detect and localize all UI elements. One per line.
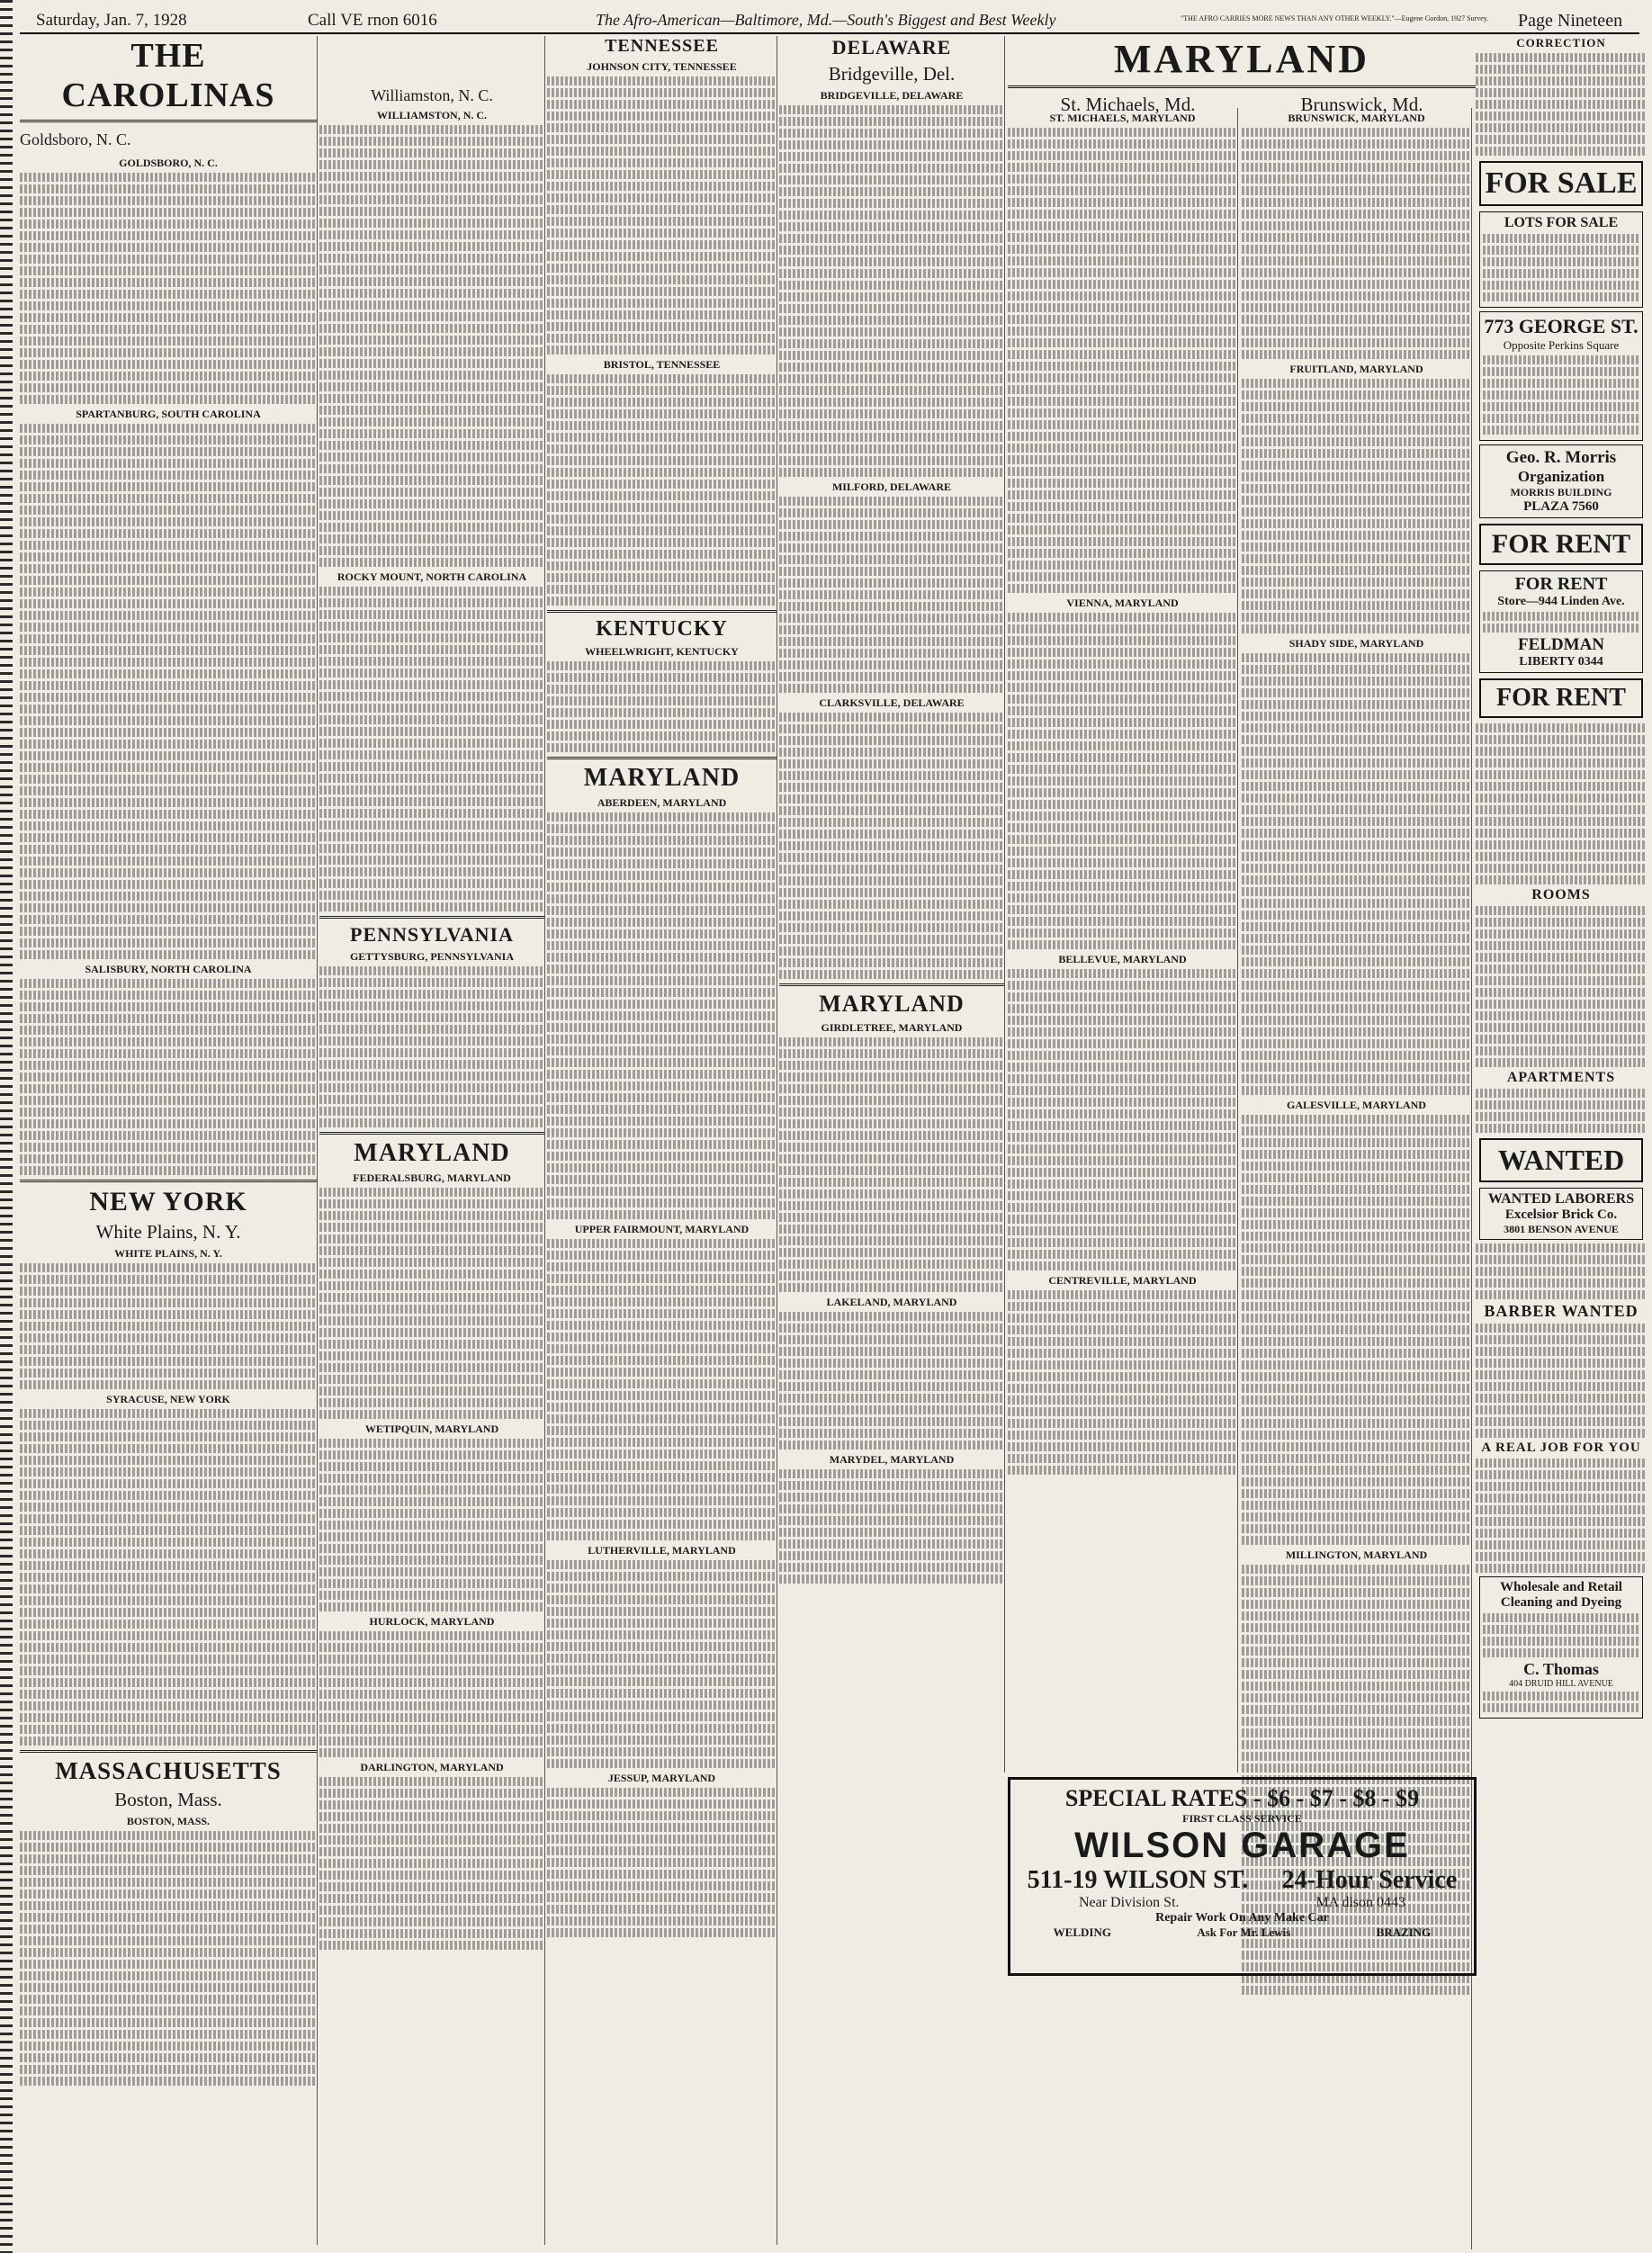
lots-title: LOTS FOR SALE bbox=[1504, 215, 1619, 230]
place-title: Goldsboro, N. C. bbox=[20, 130, 131, 148]
dateline: WETIPQUIN, MARYLAND bbox=[364, 1423, 499, 1435]
store-rent-title: FOR RENT bbox=[1514, 574, 1608, 594]
brick-address: 3801 BENSON AVENUE bbox=[1504, 1223, 1619, 1235]
issue-date: Saturday, Jan. 7, 1928 bbox=[36, 11, 187, 30]
brick-company: Excelsior Brick Co. bbox=[1504, 1207, 1618, 1222]
george-st-title: 773 GEORGE ST. bbox=[1484, 315, 1639, 337]
dateline: ABERDEEN, MARYLAND bbox=[597, 796, 727, 809]
garage-near: Near Division St. bbox=[1078, 1895, 1180, 1910]
section-title: THE CAROLINAS bbox=[61, 37, 275, 114]
garage-repair: Repair Work On Any Make Car bbox=[1155, 1911, 1329, 1925]
morris-name: Geo. R. Morris bbox=[1505, 448, 1617, 467]
dateline: BRIDGEVILLE, DELAWARE bbox=[820, 89, 964, 102]
rooms-title: ROOMS bbox=[1531, 887, 1591, 902]
apartments-title: APARTMENTS bbox=[1506, 1070, 1616, 1085]
section-title: NEW YORK bbox=[89, 1187, 247, 1216]
dateline: UPPER FAIRMOUNT, MARYLAND bbox=[574, 1223, 750, 1235]
section-title: MARYLAND bbox=[1008, 36, 1476, 88]
masthead bbox=[20, 9, 1639, 34]
garage-service: FIRST CLASS SERVICE bbox=[1182, 1812, 1302, 1825]
garage-rates: SPECIAL RATES - $6 - $7 - $8 - $9 bbox=[1064, 1785, 1420, 1811]
garage-brazing: BRAZING bbox=[1376, 1925, 1432, 1939]
place-title: Bridgeville, Del. bbox=[828, 63, 956, 85]
feldman-name: FELDMAN bbox=[1517, 635, 1605, 654]
dateline: GIRDLETREE, MARYLAND bbox=[821, 1021, 963, 1034]
barber-title: BARBER WANTED bbox=[1484, 1302, 1639, 1320]
correction-title: CORRECTION bbox=[1516, 36, 1606, 49]
real-job-title: A REAL JOB FOR YOU bbox=[1481, 1441, 1641, 1455]
section-title: DELAWARE bbox=[831, 36, 952, 58]
section-title: KENTUCKY bbox=[596, 617, 728, 641]
dateline: FEDERALSBURG, MARYLAND bbox=[353, 1171, 511, 1184]
section-title: MARYLAND bbox=[583, 764, 741, 792]
morris-org: Organization bbox=[1517, 468, 1605, 485]
dateline: SHADY SIDE, MARYLAND bbox=[1288, 637, 1424, 650]
dateline: MILLINGTON, MARYLAND bbox=[1285, 1548, 1428, 1561]
dateline: LUTHERVILLE, MARYLAND bbox=[588, 1544, 736, 1557]
dateline: WHITE PLAINS, N. Y. bbox=[114, 1247, 222, 1260]
dateline: ST. MICHAELS, MARYLAND bbox=[1049, 112, 1196, 124]
feldman-phone: LIBERTY 0344 bbox=[1519, 655, 1603, 669]
dateline: BRISTOL, TENNESSEE bbox=[603, 358, 721, 371]
wholesale-title: Wholesale and Retail Cleaning and Dyeing bbox=[1500, 1580, 1622, 1610]
place-title: Brunswick, Md. bbox=[1300, 94, 1423, 115]
laborers-title: WANTED LABORERS bbox=[1487, 1191, 1635, 1207]
section-title: PENNSYLVANIA bbox=[350, 923, 514, 946]
dateline: DARLINGTON, MARYLAND bbox=[360, 1761, 504, 1773]
column-carolinas bbox=[20, 36, 318, 2245]
garage-welding: WELDING bbox=[1053, 1925, 1111, 1939]
dateline: SALISBURY, NORTH CAROLINA bbox=[85, 963, 252, 975]
subsection-row bbox=[20, 127, 317, 153]
section-title: TENNESSEE bbox=[605, 36, 719, 56]
dateline: WHEELWRIGHT, KENTUCKY bbox=[585, 645, 739, 658]
wilson-garage-ad bbox=[1008, 1777, 1477, 1976]
place-title: Williamston, N. C. bbox=[371, 86, 493, 104]
dateline: LAKELAND, MARYLAND bbox=[826, 1296, 957, 1308]
garage-hours: 24-Hour Service bbox=[1281, 1866, 1458, 1894]
dateline: CLARKSVILLE, DELAWARE bbox=[819, 696, 965, 709]
thomas-address: 404 DRUID HILL AVENUE bbox=[1509, 1679, 1613, 1689]
dateline: FRUITLAND, MARYLAND bbox=[1289, 363, 1423, 375]
column-tennessee bbox=[547, 36, 777, 2245]
column-williamston bbox=[319, 36, 545, 2245]
maryland-banner bbox=[1008, 36, 1476, 116]
place-title: St. Michaels, Md. bbox=[1060, 94, 1196, 115]
morris-plaza: PLAZA 7560 bbox=[1523, 499, 1599, 514]
dateline: JESSUP, MARYLAND bbox=[607, 1772, 716, 1784]
column-st-michaels bbox=[1008, 108, 1238, 1773]
garage-name: WILSON GARAGE bbox=[1074, 1826, 1410, 1865]
dateline: WILLIAMSTON, N. C. bbox=[376, 109, 488, 121]
dateline: SPARTANBURG, SOUTH CAROLINA bbox=[76, 408, 261, 420]
place-title: White Plains, N. Y. bbox=[95, 1221, 241, 1243]
garage-address: 511-19 WILSON ST. bbox=[1027, 1866, 1249, 1894]
garage-ask: Ask For Mr. Lewis bbox=[1197, 1925, 1291, 1939]
for-rent-banner: FOR RENT bbox=[1479, 524, 1643, 565]
section-title: MASSACHUSETTS bbox=[55, 1757, 282, 1784]
dateline: CENTREVILLE, MARYLAND bbox=[1048, 1274, 1197, 1287]
dateline: BELLEVUE, MARYLAND bbox=[1058, 953, 1187, 965]
dateline: SYRACUSE, NEW YORK bbox=[106, 1393, 230, 1405]
masthead-quote: "THE AFRO CARRIES MORE NEWS THAN ANY OTHER WEEKLY."—Eugene Gordon, 1927 Survey. bbox=[1181, 14, 1489, 22]
wanted-banner: WANTED bbox=[1479, 1138, 1643, 1182]
phone-number: Call VE rnon 6016 bbox=[308, 11, 437, 30]
place-title: Boston, Mass. bbox=[114, 1789, 222, 1810]
morris-bldg: MORRIS BUILDING bbox=[1510, 486, 1612, 498]
dateline: MILFORD, DELAWARE bbox=[831, 480, 951, 493]
section-title: MARYLAND bbox=[354, 1139, 510, 1167]
page-number: Page Nineteen bbox=[1518, 11, 1623, 31]
store-rent-line: Store—944 Linden Ave. bbox=[1497, 595, 1625, 608]
dateline: VIENNA, MARYLAND bbox=[1066, 597, 1179, 609]
for-rent-banner-2: FOR RENT bbox=[1479, 678, 1643, 718]
dateline: BRUNSWICK, MARYLAND bbox=[1288, 112, 1425, 124]
section-title: MARYLAND bbox=[819, 991, 965, 1017]
column-delaware bbox=[779, 36, 1005, 1773]
dateline: GALESVILLE, MARYLAND bbox=[1287, 1099, 1426, 1111]
dateline: ROCKY MOUNT, NORTH CAROLINA bbox=[337, 570, 527, 583]
garage-phone: MA dison 0443 bbox=[1315, 1895, 1406, 1910]
dateline: GETTYSBURG, PENNSYLVANIA bbox=[349, 950, 515, 963]
george-st-sub: Opposite Perkins Square bbox=[1503, 338, 1620, 352]
for-sale-banner: FOR SALE bbox=[1479, 161, 1643, 206]
dateline: HURLOCK, MARYLAND bbox=[369, 1615, 495, 1628]
binding-edge bbox=[0, 0, 13, 2253]
dateline: BOSTON, MASS. bbox=[126, 1815, 211, 1827]
dateline: GOLDSBORO, N. C. bbox=[119, 157, 218, 169]
column-classifieds bbox=[1476, 36, 1647, 2245]
paper-title: The Afro-American—Baltimore, Md.—South's Biggest and Best Weekly bbox=[596, 11, 1056, 29]
dateline: MARYDEL, MARYLAND bbox=[829, 1453, 955, 1466]
dateline: JOHNSON CITY, TENNESSEE bbox=[587, 60, 737, 73]
thomas-name: C. Thomas bbox=[1523, 1660, 1599, 1678]
